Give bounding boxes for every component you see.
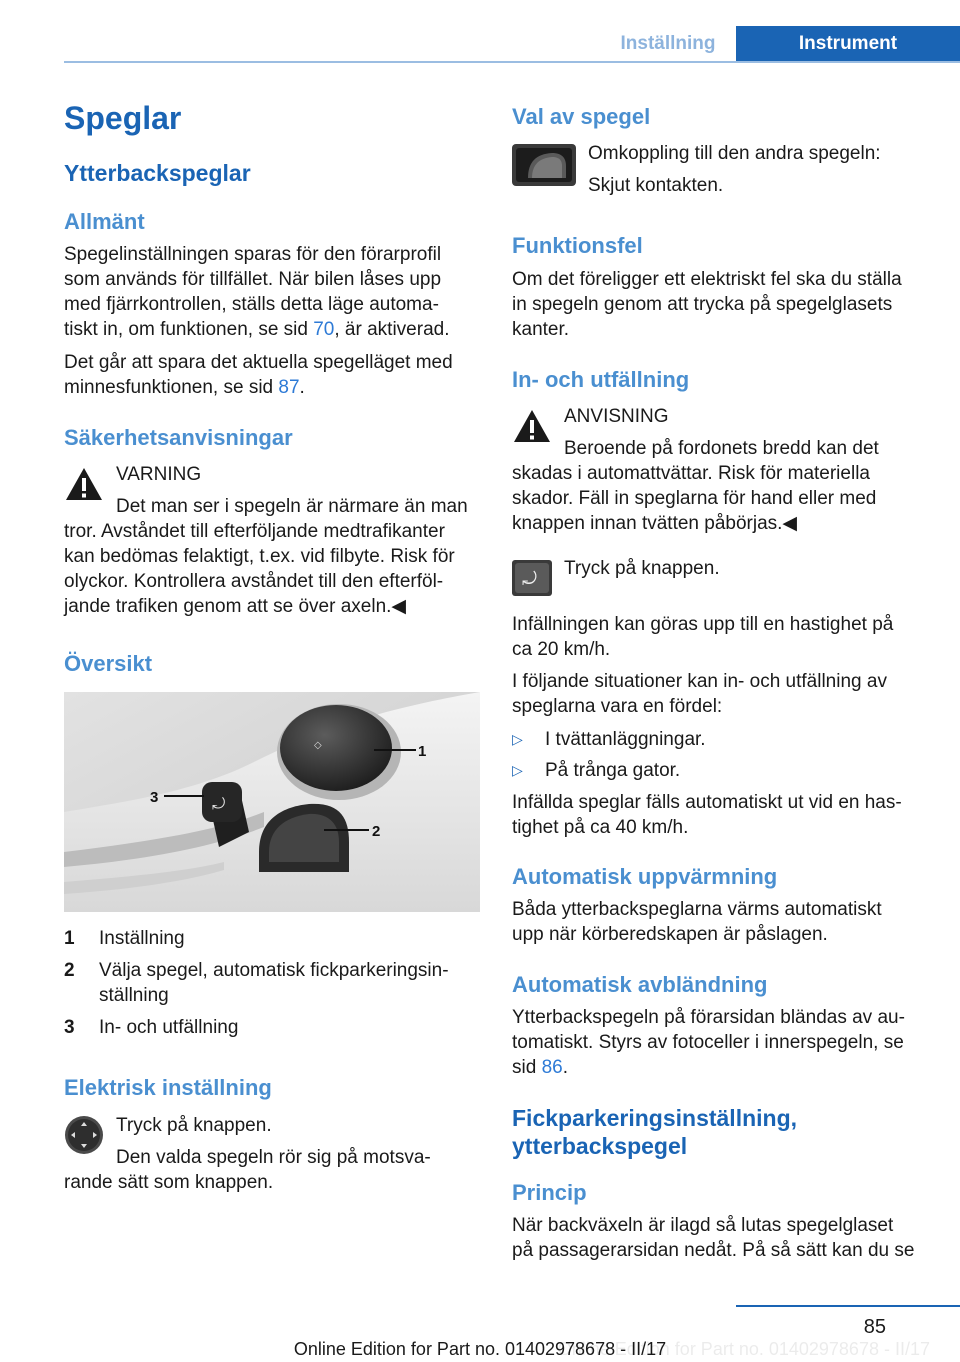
- text-line: tror. Avståndet till efterföljande medtrafikanter: [64, 521, 445, 542]
- heading-principle: Princip: [512, 1180, 587, 1205]
- text-line: När backväxeln är ilagd så lutas spegelglaset: [512, 1215, 894, 1236]
- text-line: Det går att spara det aktuella spegelläget med: [64, 352, 453, 373]
- legend-number: 2: [64, 960, 75, 981]
- callout-2: 2: [372, 823, 381, 840]
- callout-3: 3: [150, 789, 159, 806]
- text-line: Båda ytterbackspeglarna värms automatiskt: [512, 899, 882, 920]
- text-line: in spegeln genom att trycka på spegelglasets: [512, 294, 893, 315]
- text-line: I följande situationer kan in- och utfällning av: [512, 671, 887, 692]
- text-line: kan bedömas felaktigt, t.ex. vid filbyte. Risk för: [64, 546, 455, 567]
- select-mirror-block: [512, 141, 928, 198]
- general-paragraph-1: [64, 242, 480, 342]
- legend-item-2: [64, 958, 480, 1008]
- text-line: på passagerarsidan nedåt. På så sätt kan du se: [512, 1240, 915, 1261]
- bullet-triangle-icon: ▷: [512, 731, 523, 747]
- heading-automatic-dimming: Automatisk avbländning: [512, 972, 768, 997]
- press-button-text: Tryck på knappen.: [564, 558, 720, 579]
- heading-safety: Säkerhetsanvisningar: [64, 425, 293, 450]
- svg-text:⤾: ⤾: [522, 569, 537, 590]
- page-link-87[interactable]: 87: [278, 377, 300, 398]
- text-line: olyckor. Kontrollera avståndet till den efterföl-: [64, 571, 444, 592]
- legend-text: Inställning: [99, 928, 185, 949]
- text-line: Spegelinställningen sparas för den förarprofil: [64, 244, 442, 265]
- malfunction-paragraph: [512, 267, 942, 342]
- warning-label: VARNING: [116, 464, 202, 485]
- bullet-text: I tvättanläggningar.: [545, 729, 706, 750]
- page-number: 85: [863, 1316, 886, 1338]
- text-line: Beroende på fordonets bredd kan det: [564, 438, 879, 459]
- text-line: tighet på ca 40 km/h.: [512, 817, 689, 838]
- header-tab-instrument[interactable]: Instrument: [736, 26, 960, 62]
- fold-paragraph-1: [512, 612, 928, 662]
- general-paragraph-2: [64, 350, 480, 400]
- text-line: Den valda spegeln rör sig på motsva-: [116, 1147, 431, 1168]
- heading-line: Fickparkeringsinställning,: [512, 1105, 798, 1131]
- text-line: [64, 317, 480, 342]
- heating-paragraph: [512, 897, 928, 947]
- watermark-text: Online Edition for Part no. 01402978678 - II/17: [557, 1339, 930, 1359]
- footer-divider: [736, 1305, 960, 1307]
- section-heading-exterior-mirrors: Ytterbackspeglar: [64, 160, 251, 186]
- footer-edition: Online Edition for Part no. 01402978678 - II/17: [293, 1339, 667, 1359]
- text-line: Tryck på knappen.: [116, 1115, 272, 1136]
- text-fragment: .: [562, 1057, 568, 1078]
- text-fragment: sid: [512, 1057, 542, 1078]
- heading-overview: Översikt: [64, 651, 153, 676]
- text-line: Infällningen kan göras upp till en hastighet på: [512, 614, 894, 635]
- text-fragment: minnesfunktionen, se sid: [64, 377, 279, 398]
- text-line: ca 20 km/h.: [512, 639, 611, 660]
- callout-1: 1: [418, 743, 427, 760]
- legend-text: [99, 958, 479, 1008]
- electric-adjust-block: [64, 1113, 480, 1195]
- fold-paragraph-3: [512, 790, 928, 840]
- text-line: knappen innan tvätten påbörjas.◀: [512, 513, 798, 534]
- fold-paragraph-2: [512, 669, 928, 719]
- bullet-triangle-icon: ▷: [512, 762, 523, 778]
- heading-general: Allmänt: [64, 209, 145, 234]
- text-line: Om det föreligger ett elektriskt fel ska du ställa: [512, 269, 902, 290]
- dimming-paragraph: [512, 1005, 942, 1080]
- principle-paragraph: [512, 1213, 942, 1263]
- text-line: speglarna vara en fördel:: [512, 696, 723, 717]
- section-heading-parking-tilt: [512, 1104, 797, 1160]
- text-line: kanter.: [512, 319, 570, 340]
- notice-label: ANVISNING: [564, 406, 669, 427]
- text-line: skadas i automattvättar. Risk för materiella: [512, 463, 870, 484]
- heading-malfunction: Funktionsfel: [512, 233, 643, 258]
- bullet-text: På trånga gator.: [545, 760, 681, 781]
- warning-block: [64, 462, 480, 619]
- text-line: Infällda speglar fälls automatiskt ut vid en has-: [512, 792, 902, 813]
- svg-text:⤾: ⤾: [212, 794, 226, 813]
- page-title: Speglar: [64, 100, 182, 136]
- heading-electric-adjustment: Elektrisk inställning: [64, 1075, 272, 1100]
- text-line: Omkoppling till den andra spegeln:: [588, 143, 881, 164]
- text-line: [64, 375, 480, 400]
- page-link-70[interactable]: 70: [313, 319, 335, 340]
- text-line: jande trafiken genom att se över axeln.◀: [64, 596, 407, 617]
- legend-text-line: ställning: [99, 985, 169, 1006]
- text-line: Det man ser i spegeln är närmare än man: [116, 496, 468, 517]
- svg-text:◇: ◇: [314, 740, 322, 751]
- header-divider: [64, 61, 960, 63]
- heading-automatic-heating: Automatisk uppvärmning: [512, 864, 778, 889]
- text-line: med fjärrkontrollen, ställs detta läge automa-: [64, 294, 439, 315]
- heading-line: ytterbackspegel: [512, 1133, 688, 1159]
- heading-select-mirror: Val av spegel: [512, 104, 651, 129]
- text-line: skador. Fäll in speglarna för hand eller med: [512, 488, 877, 509]
- text-line: som används för tillfället. När bilen låses upp: [64, 269, 442, 290]
- legend-number: 3: [64, 1017, 75, 1038]
- text-line: rande sätt som knappen.: [64, 1172, 274, 1193]
- mirror-controls-photo: [64, 692, 480, 912]
- page-link-86[interactable]: 86: [541, 1057, 563, 1078]
- text-line: tomatiskt. Styrs av fotoceller i innerspegeln, se: [512, 1032, 904, 1053]
- text-line: Skjut kontakten.: [588, 175, 724, 196]
- text-fragment: tiskt in, om funktionen, se sid: [64, 319, 314, 340]
- legend-number: 1: [64, 928, 75, 949]
- text-fragment: .: [299, 377, 305, 398]
- text-line: upp när körberedskapen är påslagen.: [512, 924, 828, 945]
- notice-block: [512, 404, 928, 536]
- legend-text-line: Välja spegel, automatisk fickparkeringsin-: [99, 960, 449, 981]
- text-fragment: , är aktiverad.: [334, 319, 450, 340]
- text-line: Ytterbackspegeln på förarsidan bländas av au-: [512, 1007, 905, 1028]
- heading-fold-in-out: In- och utfällning: [512, 367, 690, 392]
- text-line: [512, 1055, 942, 1080]
- header-tab-setting[interactable]: Inställning: [620, 33, 716, 54]
- legend-text: In- och utfällning: [99, 1017, 239, 1038]
